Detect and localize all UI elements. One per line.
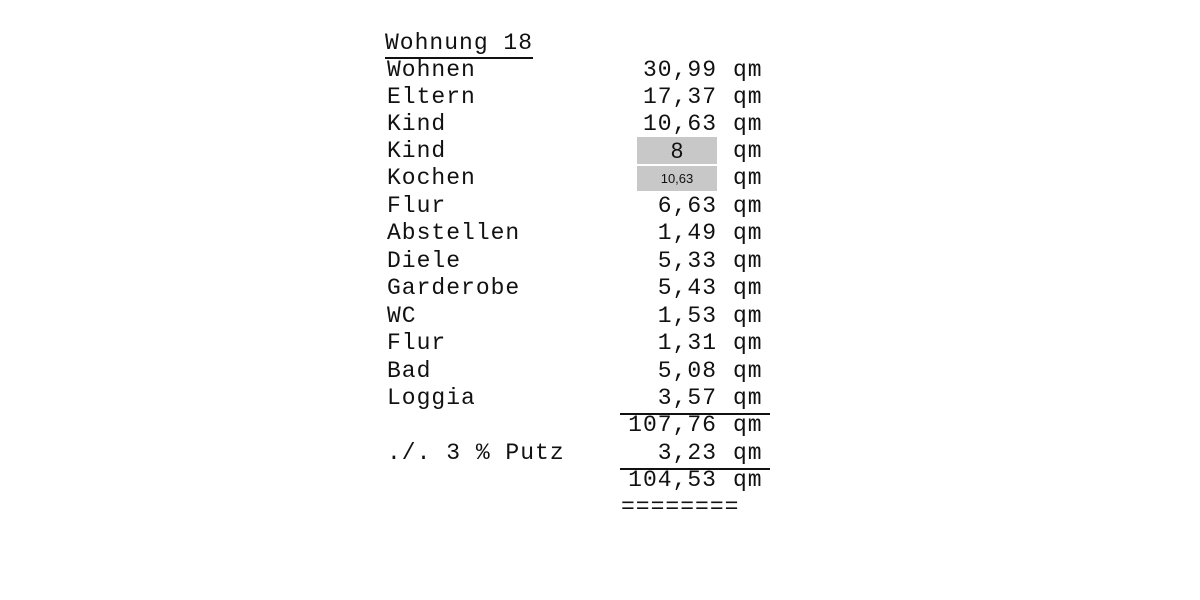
- room-label: Diele: [387, 248, 462, 274]
- room-row: [385, 165, 785, 192]
- room-row: [385, 330, 785, 357]
- unit-label: qm: [733, 165, 763, 191]
- room-area: 5,08: [657, 358, 717, 384]
- unit-label: qm: [733, 385, 763, 411]
- room-area: 10,63: [642, 111, 717, 137]
- room-row: [385, 358, 785, 385]
- room-area: 3,57: [657, 385, 717, 411]
- room-row: [385, 275, 785, 302]
- unit-label: qm: [733, 467, 763, 493]
- room-area: 30,99: [642, 57, 717, 83]
- area-calculation-sheet: [385, 30, 785, 530]
- room-label: Kind: [387, 111, 447, 137]
- room-row: [385, 303, 785, 330]
- room-label: Wohnen: [387, 57, 476, 83]
- unit-label: qm: [733, 248, 763, 274]
- room-label: Kind: [387, 138, 447, 164]
- room-label: Garderobe: [387, 275, 521, 301]
- room-label: Loggia: [387, 385, 476, 411]
- double-underline: ========: [621, 494, 740, 520]
- unit-label: qm: [733, 220, 763, 246]
- deduction-label: ./. 3 % Putz: [387, 440, 565, 466]
- unit-label: qm: [733, 412, 763, 438]
- unit-label: qm: [733, 440, 763, 466]
- room-row: [385, 193, 785, 220]
- unit-label: qm: [733, 84, 763, 110]
- unit-label: qm: [733, 193, 763, 219]
- room-row: [385, 220, 785, 247]
- unit-label: qm: [733, 303, 763, 329]
- room-area: 5,43: [657, 275, 717, 301]
- unit-label: qm: [733, 358, 763, 384]
- room-area: 17,37: [642, 84, 717, 110]
- total-value: 104,53: [628, 467, 717, 493]
- room-area: 1,31: [657, 330, 717, 356]
- room-label: Bad: [387, 358, 432, 384]
- unit-label: qm: [733, 111, 763, 137]
- page-title: Wohnung 18: [385, 30, 533, 59]
- deduction-value: 3,23: [657, 440, 717, 466]
- unit-label: qm: [733, 57, 763, 83]
- room-label: Kochen: [387, 165, 476, 191]
- room-area-edited: 10,63: [637, 166, 717, 191]
- room-label: Flur: [387, 330, 447, 356]
- room-area: 5,33: [657, 248, 717, 274]
- room-area: 6,63: [657, 193, 717, 219]
- room-area: 1,53: [657, 303, 717, 329]
- room-row: [385, 111, 785, 138]
- unit-label: qm: [733, 330, 763, 356]
- unit-label: qm: [733, 138, 763, 164]
- room-row: [385, 385, 785, 412]
- room-label: Flur: [387, 193, 447, 219]
- room-row: [385, 84, 785, 111]
- subtotal-value: 107,76: [628, 412, 717, 438]
- unit-label: qm: [733, 275, 763, 301]
- room-label: Eltern: [387, 84, 476, 110]
- room-area: 1,49: [657, 220, 717, 246]
- deduction-row: [385, 440, 785, 467]
- subtotal-row: [385, 412, 785, 439]
- room-area-edited: 8: [637, 137, 717, 164]
- room-label: WC: [387, 303, 417, 329]
- room-label: Abstellen: [387, 220, 521, 246]
- total-row: [385, 467, 785, 494]
- room-row: [385, 248, 785, 275]
- room-row: [385, 138, 785, 165]
- room-row: [385, 57, 785, 84]
